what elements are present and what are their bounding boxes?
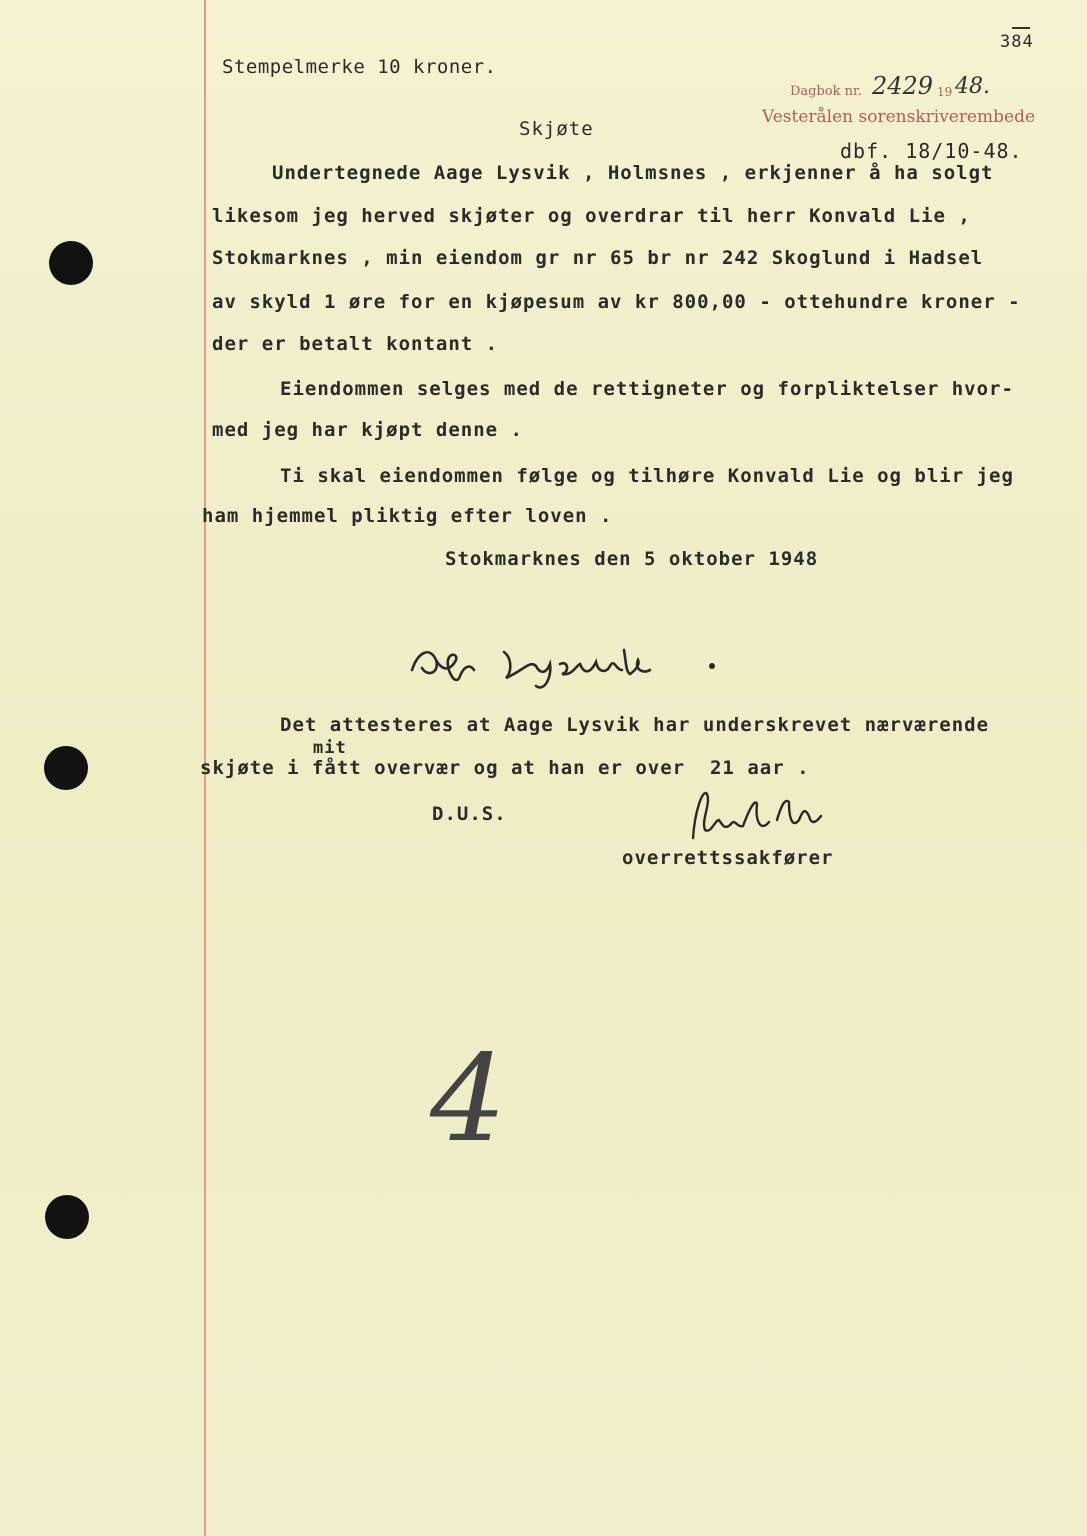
body-line-9: ham hjemmel pliktig efter loven .	[202, 505, 613, 527]
witness-title: overrettssakfører	[622, 847, 834, 869]
registry-year-prefix: 19	[937, 85, 953, 99]
body-line-3: Stokmarknes , min eiendom gr nr 65 br nr 242 Skoglund i Hadsel	[212, 247, 984, 269]
attestation-line-2: skjøte i fått overvær og at han er over 21 aar .	[200, 757, 810, 779]
body-line-7: med jeg har kjøpt denne .	[212, 419, 523, 441]
stamp-duty-line: Stempelmerke 10 kroner.	[222, 56, 497, 78]
body-line-1: Undertegnede Aage Lysvik , Holmsnes , erkjenner å ha solgt	[272, 162, 994, 184]
attestation-initials: D.U.S.	[432, 803, 507, 825]
place-date: Stokmarknes den 5 oktober 1948	[445, 548, 819, 570]
document-title: Skjøte	[519, 118, 594, 140]
registry-office: Vesterålen sorenskriverembede	[762, 107, 1036, 127]
attestation-line-1: Det attesteres at Aage Lysvik har underskrevet nærværende	[280, 714, 990, 736]
punch-hole-middle	[44, 746, 88, 790]
registry-label: Dagbok nr.	[790, 84, 862, 99]
margin-mark: 4	[430, 1030, 507, 1169]
body-line-4: av skyld 1 øre for en kjøpesum av kr 800,00 - ottehundre kroner -	[212, 291, 1021, 313]
punch-hole-top	[49, 241, 93, 285]
page-number-mark	[1012, 27, 1030, 29]
body-line-5: der er betalt kontant .	[212, 333, 499, 355]
registry-year: 48.	[955, 74, 990, 99]
attestation-insert: mit	[313, 738, 347, 758]
body-line-2: likesom jeg herved skjøter og overdrar til herr Konvald Lie ,	[212, 205, 971, 227]
registry-dbf: dbf. 18/10-48.	[840, 139, 1023, 163]
page-number: 384	[1000, 32, 1034, 52]
punch-hole-bottom	[45, 1195, 89, 1239]
registry-number: 2429	[872, 72, 934, 100]
witness-signature	[685, 780, 825, 850]
body-line-6: Eiendommen selges med de rettigneter og forpliktelser hvor-	[280, 378, 1014, 400]
body-line-8: Ti skal eiendommen følge og tilhøre Konvald Lie og blir jeg	[280, 465, 1014, 487]
seller-signature	[400, 630, 740, 690]
